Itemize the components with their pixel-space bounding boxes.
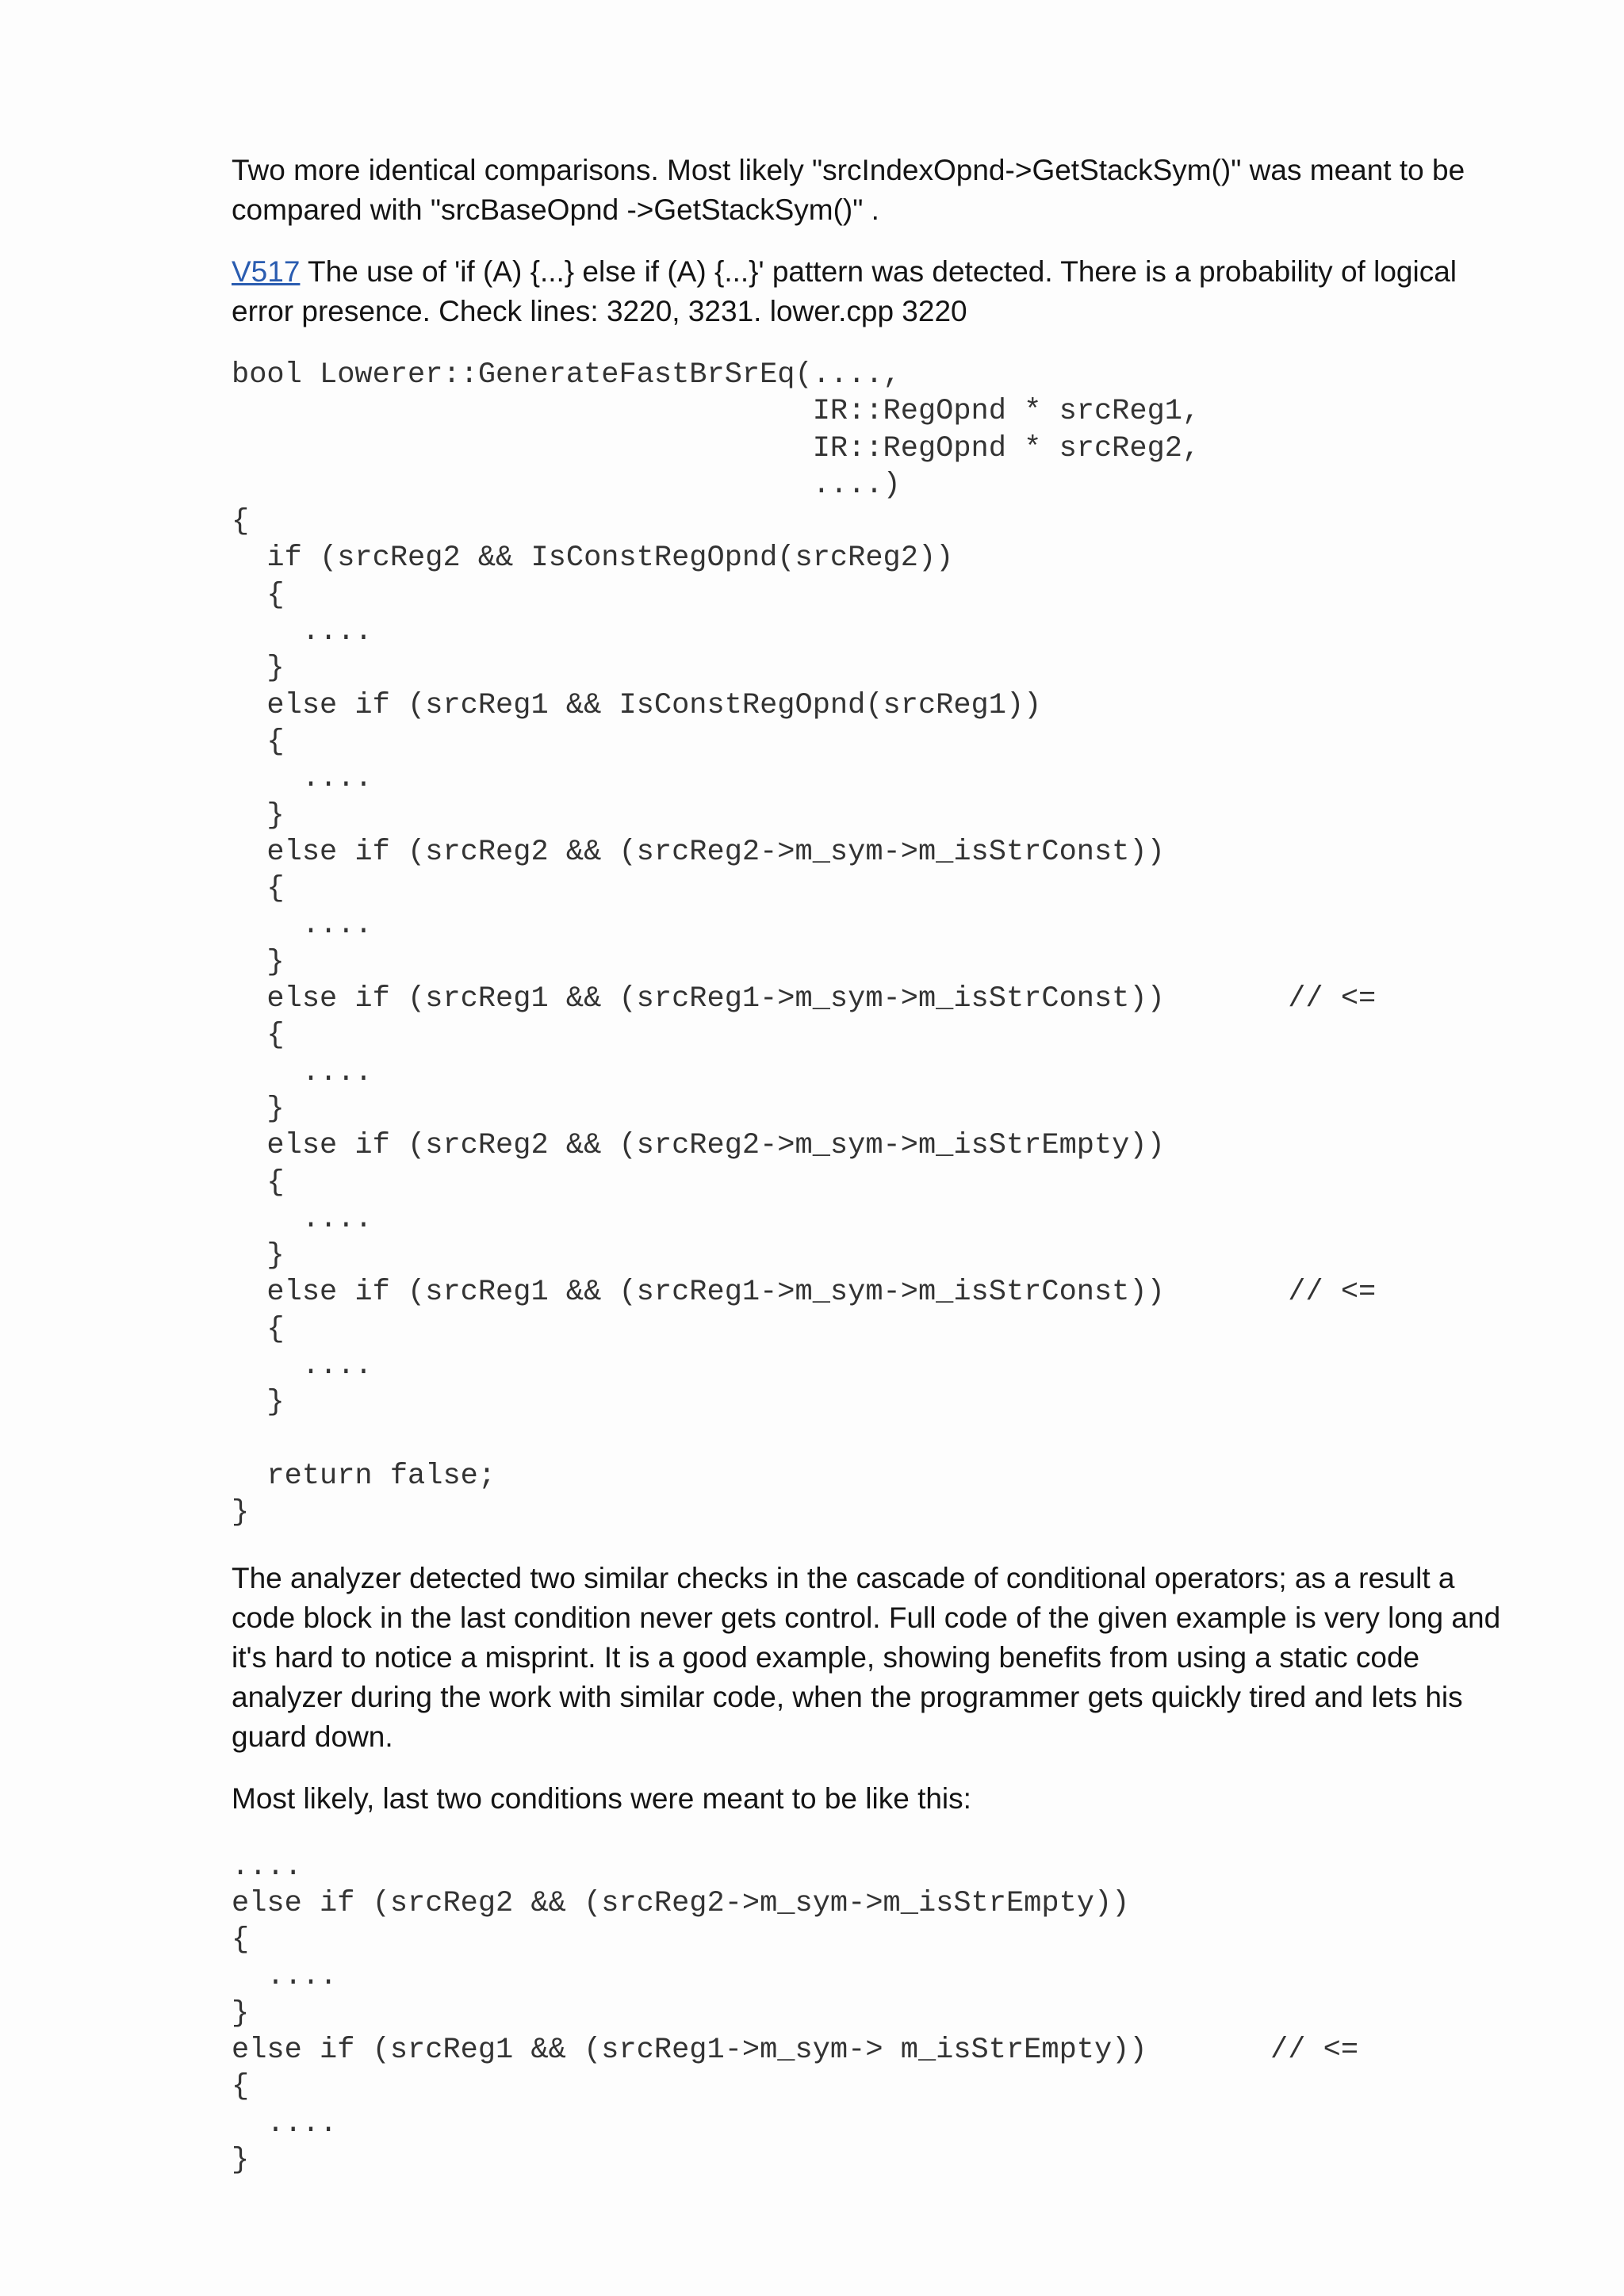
document-page <box>232 151 1516 2179</box>
code-line: IR::RegOpnd * srcReg1, <box>232 395 1201 429</box>
code-line: else if (srcReg1 && (srcReg1->m_sym->m_isStrConst)) // <= <box>232 1276 1377 1310</box>
explanation-paragraph: The analyzer detected two similar checks in the cascade of conditional operators; as a result a code block in the last condition never gets control. Full code of the given example is very long and it's hard to notice a misprint. It is a good example, showing benefits from using a static code analyzer during the work with similar code, when the programmer gets quickly tired and lets his guard down. <box>232 1561 1501 1753</box>
code-line: } <box>232 798 285 832</box>
code-line: { <box>232 505 250 539</box>
code-line: .... <box>232 2107 338 2141</box>
code-line: .... <box>232 615 373 649</box>
code-line: { <box>232 725 285 759</box>
code-line: } <box>232 1996 250 2030</box>
code-line: .... <box>232 1850 302 1884</box>
code-line: .... <box>232 1349 373 1383</box>
code-line: if (srcReg2 && IsConstRegOpnd(srcReg2)) <box>232 541 954 576</box>
code-line: IR::RegOpnd * srcReg2, <box>232 431 1201 465</box>
suggestion-paragraph: Most likely, last two conditions were meant to be like this: <box>232 1781 971 1815</box>
code-line: else if (srcReg1 && (srcReg1->m_sym-> m_isStrEmpty)) // <= <box>232 2033 1359 2067</box>
code-block-original <box>232 357 1516 1532</box>
diagnostic-paragraph <box>232 252 1516 331</box>
code-line: } <box>232 945 285 979</box>
code-line: .... <box>232 909 373 943</box>
code-line: else if (srcReg1 && IsConstRegOpnd(srcReg1)) <box>232 688 1042 722</box>
code-line: else if (srcReg1 && (srcReg1->m_sym->m_isStrConst)) // <= <box>232 982 1377 1016</box>
code-line: .... <box>232 1055 373 1089</box>
diagnostic-message: The use of 'if (A) {...} else if (A) {...}' pattern was detected. There is a probability of logical error presence. Check lines: 3220, 3231. lower.cpp 3220 <box>232 255 1457 327</box>
code-line: else if (srcReg2 && (srcReg2->m_sym->m_isStrConst)) <box>232 835 1165 869</box>
code-line: { <box>232 872 285 906</box>
code-line: return false; <box>232 1459 496 1493</box>
code-line: } <box>232 1092 285 1126</box>
code-line: } <box>232 1386 285 1420</box>
code-line: } <box>232 2143 250 2177</box>
diagnostic-code-link[interactable]: V517 <box>232 255 301 288</box>
code-line: } <box>232 652 285 686</box>
code-line: .... <box>232 1960 338 1994</box>
code-line: { <box>232 1019 285 1053</box>
code-line: { <box>232 578 285 612</box>
intro-paragraph: Two more identical comparisons. Most likely "srcIndexOpnd->GetStackSym()" was meant to be compared with "srcBaseOpnd ->GetStackSym()" . <box>232 154 1465 226</box>
code-line: { <box>232 1312 285 1346</box>
code-line: { <box>232 1923 250 1957</box>
code-block-fixed <box>232 1849 1516 2179</box>
code-line: } <box>232 1239 285 1273</box>
code-line: ....) <box>232 468 901 502</box>
code-line: } <box>232 1496 250 1530</box>
code-line: { <box>232 1165 285 1200</box>
code-line: else if (srcReg2 && (srcReg2->m_sym->m_isStrEmpty)) <box>232 1886 1130 1920</box>
code-line: .... <box>232 762 373 796</box>
code-line: .... <box>232 1202 373 1236</box>
code-line: bool Lowerer::GenerateFastBrSrEq(...., <box>232 358 901 392</box>
code-line: { <box>232 2070 250 2104</box>
code-line: else if (srcReg2 && (srcReg2->m_sym->m_isStrEmpty)) <box>232 1129 1165 1163</box>
